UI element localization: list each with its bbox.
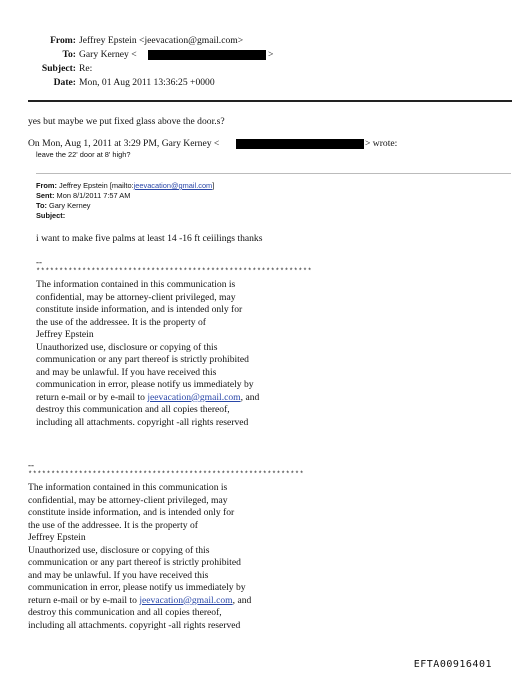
sig2-stars: ************************************************************ xyxy=(28,471,305,479)
sig1-line: confidential, may be attorney-client privileged, may xyxy=(36,291,236,303)
sig2-line: confidential, may be attorney-client privileged, may xyxy=(28,494,228,506)
redaction-bar xyxy=(236,139,364,149)
quoted-line: leave the 22' door at 8' high? xyxy=(36,150,131,159)
fwd-sent-label: Sent: xyxy=(36,191,55,200)
sig2-return-start: return e-mail or by e-mail to xyxy=(28,594,140,606)
sig2-line: The information contained in this communication is xyxy=(28,482,228,493)
reply-text: yes but maybe we put fixed glass above the door.s? xyxy=(28,116,225,127)
date-value: Mon, 01 Aug 2011 13:36:25 +0000 xyxy=(79,77,215,88)
fwd-from-value-end: ] xyxy=(212,181,215,190)
fwd-to-row xyxy=(36,201,91,210)
sig2-return-line xyxy=(28,595,251,608)
fwd-to-label: To: xyxy=(36,201,47,210)
sig1-notice xyxy=(36,279,259,429)
sig2-line: communication in error, please notify us immediately by xyxy=(28,582,246,593)
quote-intro xyxy=(28,138,219,149)
header-divider xyxy=(28,100,512,102)
header-date-row xyxy=(0,76,512,90)
fwd-sent-value: Mon 8/1/2011 7:57 AM xyxy=(56,191,131,200)
sig2-notice xyxy=(28,482,251,632)
subject-label: Subject: xyxy=(41,63,76,74)
sig1-line: Jeffrey Epstein xyxy=(36,329,94,340)
document-id: EFTA00916401 xyxy=(413,659,492,670)
sig1-line: the use of the addressee. It is the property of xyxy=(36,316,206,328)
sig2-line: including all attachments. copyright -all rights reserved xyxy=(28,619,241,631)
fwd-from-row xyxy=(36,181,214,190)
fwd-subject-row xyxy=(36,211,65,220)
fwd-from-link[interactable]: jeevacation@gmail.com xyxy=(133,181,213,190)
fwd-from-label: From: xyxy=(36,181,57,190)
sig1-line: and may be unlawful. If you have received this xyxy=(36,366,217,378)
quote-divider xyxy=(36,173,511,174)
to-value: Gary Kerney < xyxy=(79,49,137,60)
from-value: Jeffrey Epstein <jeevacation@gmail.com> xyxy=(79,35,244,46)
header-from-row xyxy=(0,34,512,48)
subject-value: Re: xyxy=(79,63,93,74)
fwd-to-value: Gary Kerney xyxy=(49,201,91,210)
sig1-line: communication in error, please notify us immediately by xyxy=(36,379,254,390)
sig1-email-link[interactable]: jeevacation@gmail.com xyxy=(147,391,241,403)
sig2-email-link[interactable]: jeevacation@gmail.com xyxy=(139,594,233,606)
from-label: From: xyxy=(50,35,76,46)
sig2-line: constitute inside information, and is intended only for xyxy=(28,507,235,518)
quote-intro-start: On Mon, Aug 1, 2011 at 3:29 PM, Gary Kerney < xyxy=(28,138,220,149)
sig2-line: Unauthorized use, disclosure or copying of this xyxy=(28,544,210,556)
sig2-line: communication or any part thereof is strictly prohibited xyxy=(28,557,241,568)
redaction-bar xyxy=(148,50,266,60)
sig1-return-end: , and xyxy=(240,391,260,403)
fwd-message: i want to make five palms at least 14 -16 ft ceiilings thanks xyxy=(36,233,263,244)
sig1-stars: ************************************************************ xyxy=(36,268,313,276)
sig1-return-line xyxy=(36,392,259,405)
sig2-line: the use of the addressee. It is the property of xyxy=(28,519,198,531)
sig1-line: Unauthorized use, disclosure or copying of this xyxy=(36,341,218,353)
to-close: > xyxy=(268,49,274,60)
sig2-dash: -- xyxy=(28,460,34,470)
sig1-line: including all attachments. copyright -all rights reserved xyxy=(36,416,249,428)
quote-intro-end: > wrote: xyxy=(365,138,398,149)
header-to-row xyxy=(0,48,512,62)
to-label: To: xyxy=(62,49,76,60)
sig1-line: destroy this communication and all copies thereof, xyxy=(36,404,230,415)
sig2-line: destroy this communication and all copies thereof, xyxy=(28,607,222,618)
sig2-return-end: , and xyxy=(232,594,252,606)
fwd-from-value-start: Jeffrey Epstein [mailto: xyxy=(59,181,134,190)
fwd-subject-label: Subject: xyxy=(36,211,66,220)
sig2-line: and may be unlawful. If you have received this xyxy=(28,569,209,581)
sig1-line: The information contained in this communication is xyxy=(36,279,236,290)
sig2-line: Jeffrey Epstein xyxy=(28,532,86,543)
sig1-line: constitute inside information, and is intended only for xyxy=(36,304,243,315)
fwd-sent-row xyxy=(36,191,130,200)
header-subject-row xyxy=(0,62,512,76)
sig1-line: communication or any part thereof is strictly prohibited xyxy=(36,354,249,365)
sig1-dash: -- xyxy=(36,257,42,267)
date-label: Date: xyxy=(53,77,76,88)
email-header xyxy=(0,34,512,90)
sig1-return-start: return e-mail or by e-mail to xyxy=(36,391,148,403)
